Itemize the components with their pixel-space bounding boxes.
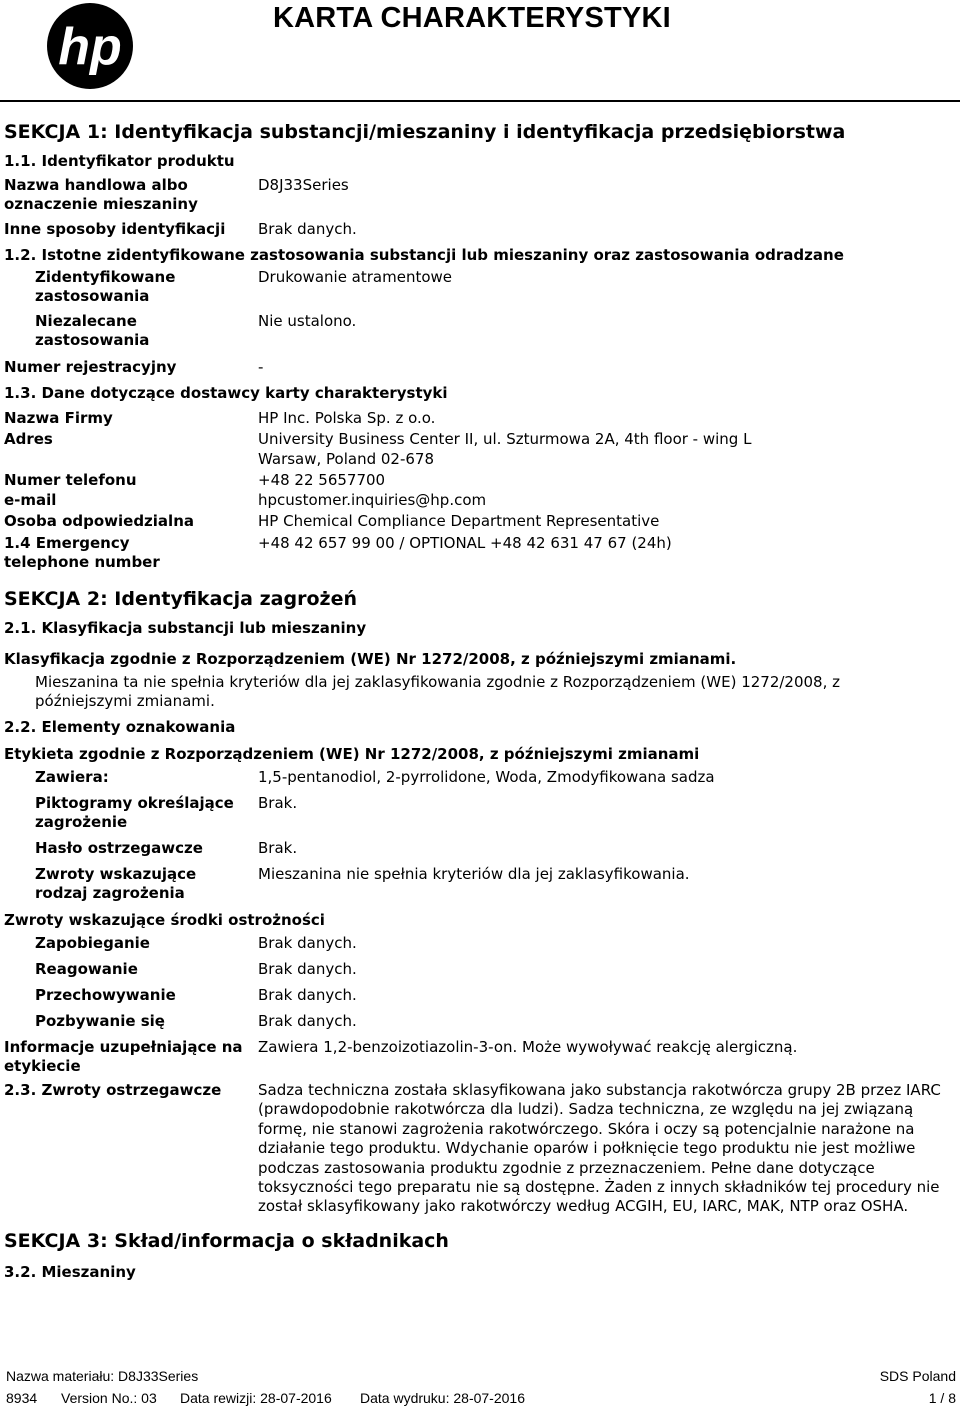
section-3-2-title: 3.2. Mieszaniny (4, 1263, 136, 1281)
address-line-2: Warsaw, Poland 02-678 (258, 450, 435, 468)
footer-region: SDS Poland (879, 1368, 956, 1384)
section-3-title: SEKCJA 3: Skład/informacja o składnikach (4, 1230, 449, 1252)
document-title: KARTA CHARAKTERYSTYKI (273, 2, 671, 34)
section-1-3-title: 1.3. Dane dotyczące dostawcy karty charakterystyki (4, 384, 448, 402)
email-label: e-mail (4, 491, 57, 509)
signal-word-label: Hasło ostrzegawcze (35, 839, 203, 857)
section-1-2-title: 1.2. Istotne zidentyfikowane zastosowania substancji lub mieszaniny oraz zastosowania odradzane (4, 246, 844, 264)
supplemental-label: Informacje uzupełniające na etykiecie (4, 1038, 243, 1075)
footer-revision-date: Data rewizji: 28-07-2016 (180, 1390, 332, 1406)
identified-uses-value: Drukowanie atramentowe (258, 268, 453, 286)
storage-label: Przechowywanie (35, 986, 176, 1004)
address-line-1: University Business Center II, ul. Szturmowa 2A, 4th floor - wing L (258, 430, 752, 448)
prevention-value: Brak danych. (258, 934, 357, 952)
disposal-value: Brak danych. (258, 1012, 357, 1030)
contains-label: Zawiera: (35, 768, 109, 786)
company-value: HP Inc. Polska Sp. z o.o. (258, 409, 436, 427)
phone-label: Numer telefonu (4, 471, 137, 489)
emergency-phone-value: +48 42 657 99 00 / OPTIONAL +48 42 631 47 67 (24h) (258, 534, 672, 552)
classification-heading: Klasyfikacja zgodnie z Rozporządzeniem (WE) Nr 1272/2008, z późniejszymi zmianami. (4, 650, 737, 668)
prevention-label: Zapobieganie (35, 934, 150, 952)
trade-name-label: Nazwa handlowa albo oznaczenie mieszaniny (4, 176, 198, 213)
not-recommended-label: Niezalecane zastosowania (35, 312, 150, 349)
storage-value: Brak danych. (258, 986, 357, 1004)
footer-material-name: Nazwa materiału: D8J33Series (6, 1368, 199, 1384)
pictograms-value: Brak. (258, 794, 298, 812)
section-2-title: SEKCJA 2: Identyfikacja zagrożeń (4, 588, 357, 610)
trade-name-value: D8J33Series (258, 176, 349, 194)
label-elements-heading: Etykieta zgodnie z Rozporządzeniem (WE) Nr 1272/2008, z późniejszymi zmianami (4, 745, 700, 763)
response-value: Brak danych. (258, 960, 357, 978)
header-divider (0, 100, 960, 102)
section-1-1-title: 1.1. Identyfikator produktu (4, 152, 235, 170)
other-id-label: Inne sposoby identyfikacji (4, 220, 226, 238)
response-label: Reagowanie (35, 960, 138, 978)
disposal-label: Pozbywanie się (35, 1012, 165, 1030)
section-2-3-text: Sadza techniczna została sklasyfikowana jako substancja rakotwórcza grupy 2B przez IARC (prawdopodobnie rakotwórcza dla ludzi). Sadza techniczna, ze względu na jej związaną formę, nie stanowi zagrożenia rakotwórczego. Skóra i oczy są potencjalnie narażone na działanie tego produktu. Wdychanie oparów i połknięcie tego produktu nie jest możliwe podczas zastosowania produktu zgodnie z przeznaczeniem. Pełne dane dotyczące toksyczności tego preparatu nie są dostępne. Żaden z innych składników tej procedury nie został sklasyfikowany jako rakotwórczy według ACGIH, EU, IARC, MAK, NTP oraz OSHA. (258, 1081, 941, 1216)
reg-number-label: Numer rejestracyjny (4, 358, 177, 376)
footer-page-number: 1 / 8 (928, 1390, 956, 1406)
emergency-phone-label: 1.4 Emergency telephone number (4, 534, 160, 571)
signal-word-value: Brak. (258, 839, 298, 857)
precautionary-heading: Zwroty wskazujące środki ostrożności (4, 911, 325, 929)
section-1-title: SEKCJA 1: Identyfikacja substancji/mieszaniny i identyfikacja przedsiębiorstwa (4, 121, 846, 143)
supplemental-value: Zawiera 1,2-benzoizotiazolin-3-on. Może wywoływać reakcję alergiczną. (258, 1038, 798, 1056)
company-label: Nazwa Firmy (4, 409, 113, 427)
contains-value: 1,5-pentanodiol, 2-pyrrolidone, Woda, Zmodyfikowana sadza (258, 768, 715, 786)
hazard-statements-label: Zwroty wskazujące rodzaj zagrożenia (35, 865, 197, 902)
footer-print-date: Data wydruku: 28-07-2016 (360, 1390, 525, 1406)
identified-uses-label: Zidentyfikowane zastosowania (35, 268, 176, 305)
hp-logo-text: hp (58, 18, 122, 76)
hp-logo (46, 2, 134, 90)
pictograms-label: Piktogramy określające zagrożenie (35, 794, 234, 831)
not-recommended-value: Nie ustalono. (258, 312, 357, 330)
footer-version: Version No.: 03 (61, 1390, 157, 1406)
section-2-1-title: 2.1. Klasyfikacja substancji lub mieszaniny (4, 619, 367, 637)
phone-value: +48 22 5657700 (258, 471, 386, 489)
other-id-value: Brak danych. (258, 220, 357, 238)
hazard-statements-value: Mieszanina nie spełnia kryteriów dla jej zaklasyfikowania. (258, 865, 690, 883)
email-value[interactable]: hpcustomer.inquiries@hp.com (258, 491, 487, 509)
classification-text: Mieszanina ta nie spełnia kryteriów dla jej zaklasyfikowania zgodnie z Rozporządzeniem (WE) 1272/2008, z późniejszymi zmianami. (35, 673, 841, 711)
section-2-2-title: 2.2. Elementy oznakowania (4, 718, 236, 736)
responsible-person-label: Osoba odpowiedzialna (4, 512, 194, 530)
responsible-person-value: HP Chemical Compliance Department Representative (258, 512, 660, 530)
section-2-3-label: 2.3. Zwroty ostrzegawcze (4, 1081, 222, 1099)
reg-number-value: - (258, 358, 264, 376)
address-label: Adres (4, 430, 53, 448)
footer-doc-number: 8934 (6, 1390, 38, 1406)
